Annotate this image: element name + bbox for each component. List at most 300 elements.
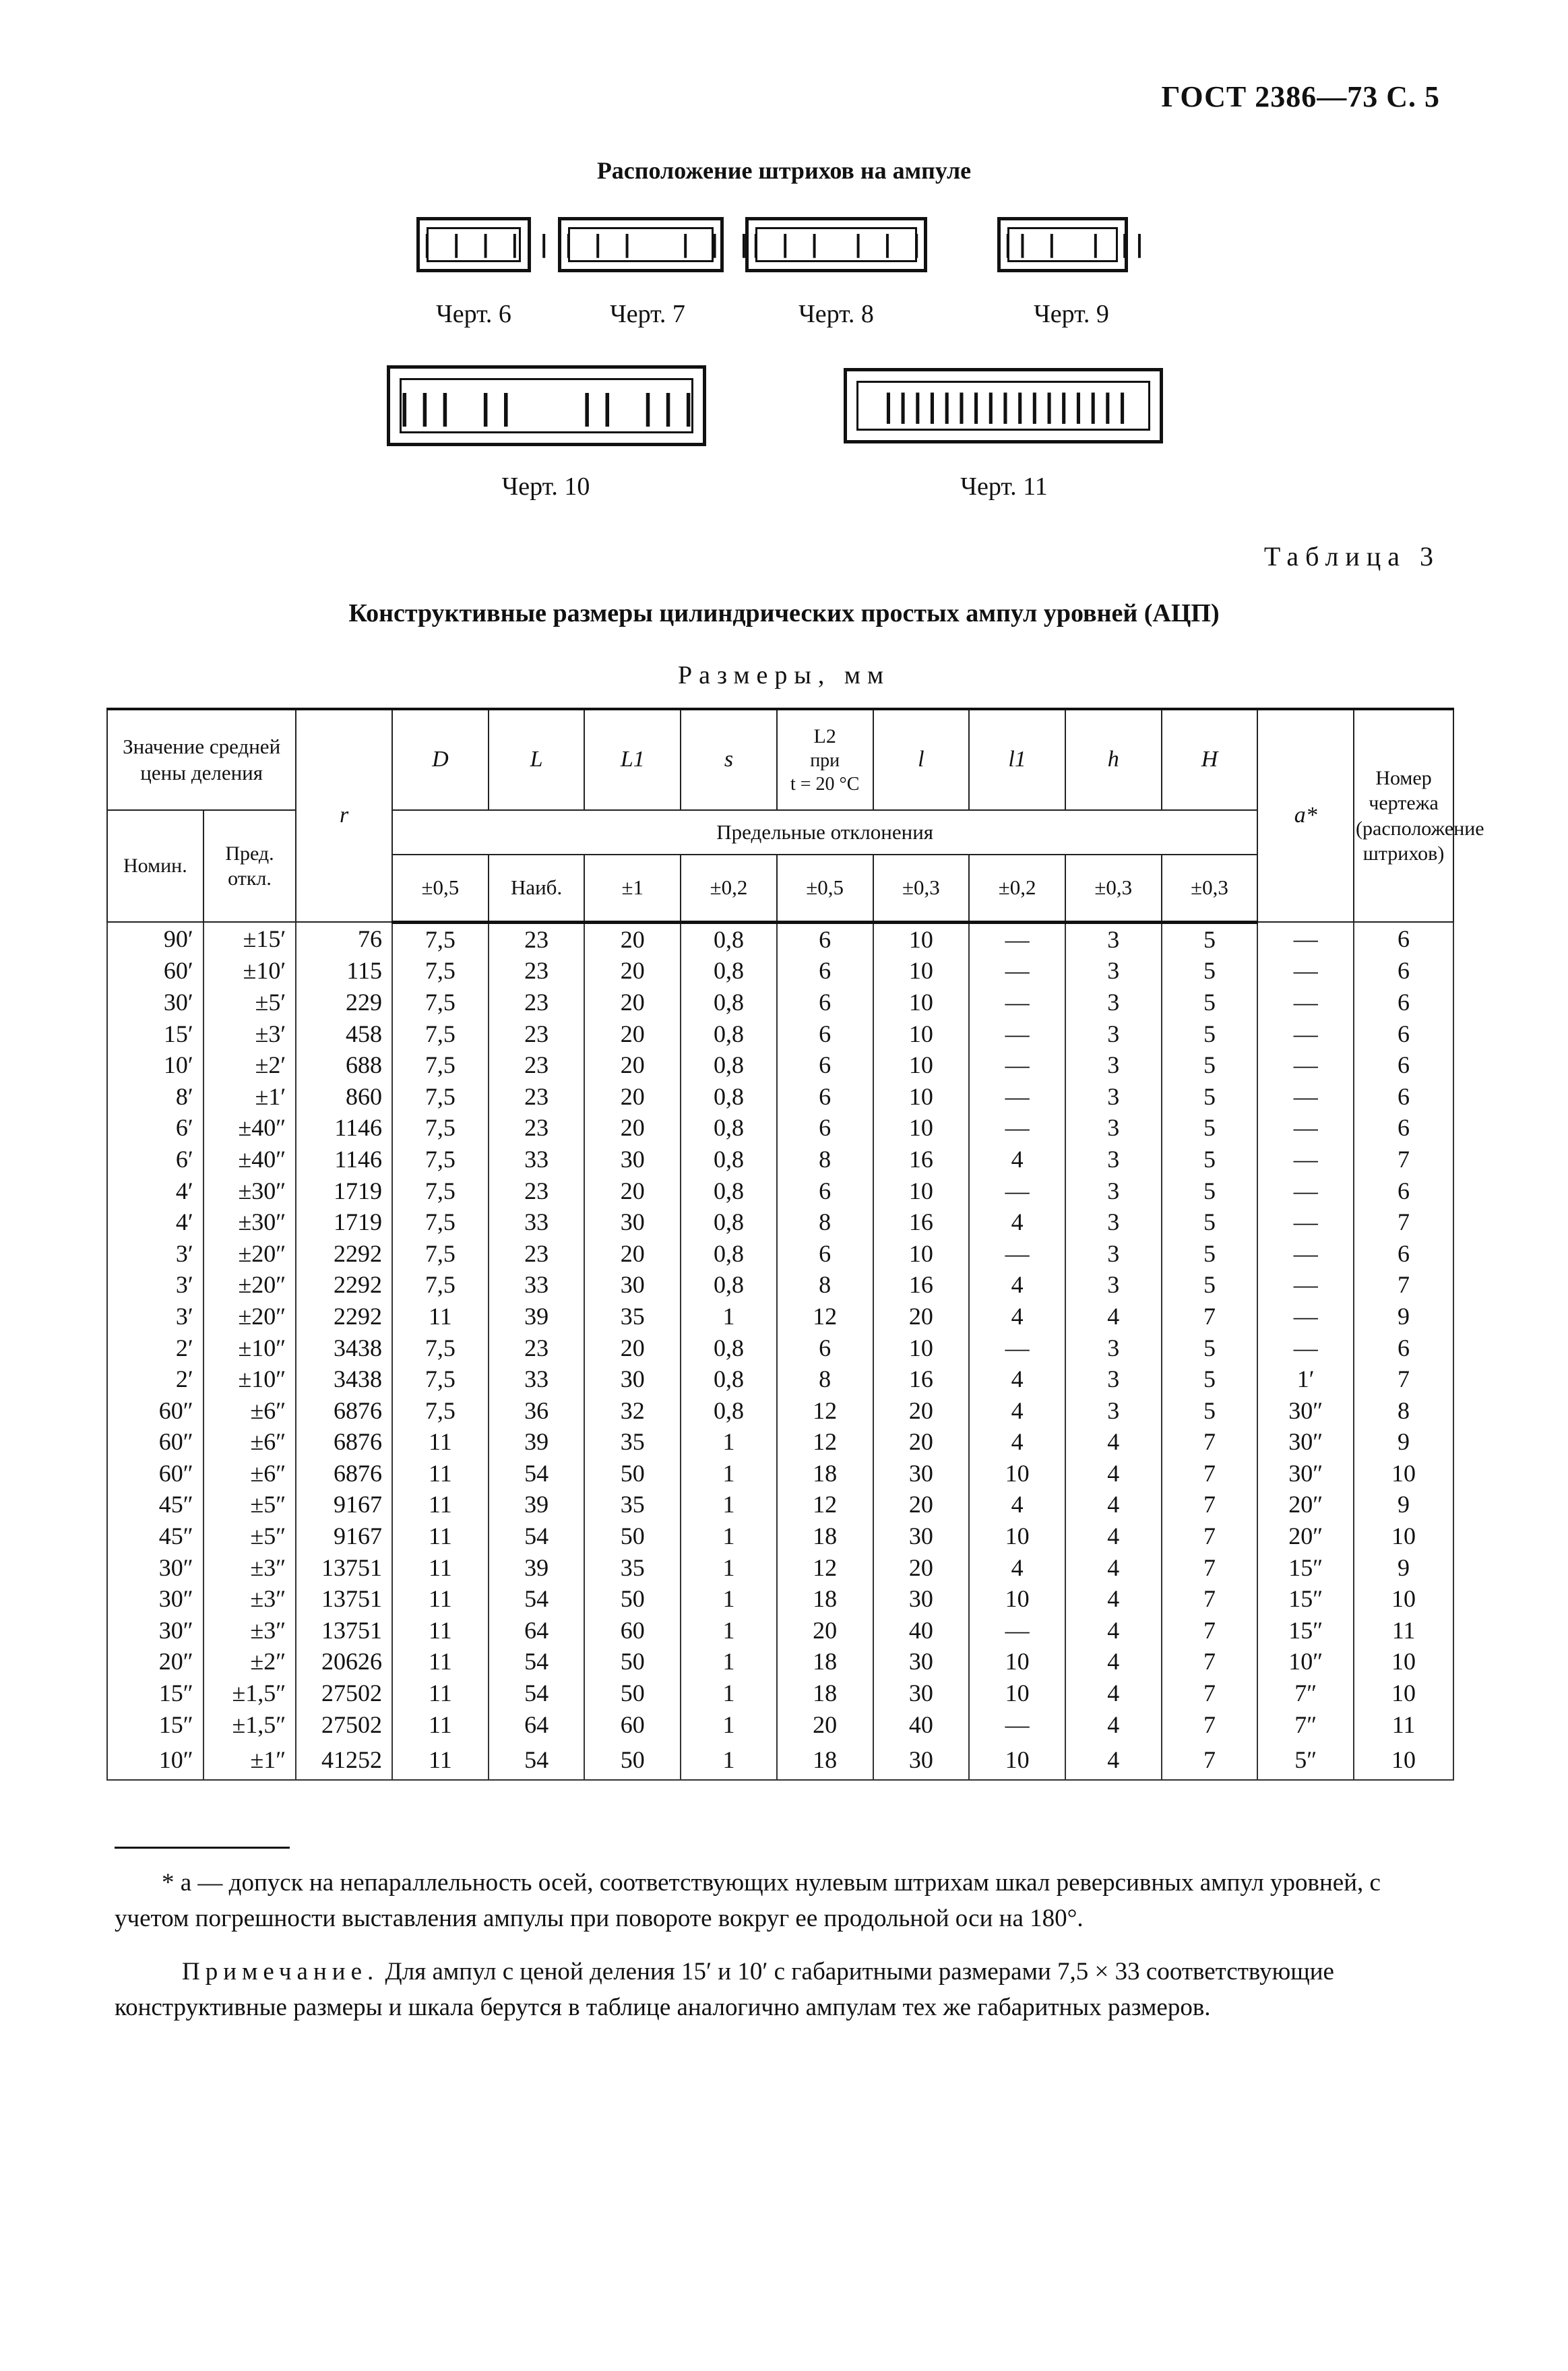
table-cell: 0,8 <box>681 1206 777 1238</box>
table-cell: ±15′ <box>203 922 296 955</box>
table-row <box>107 1112 1453 1144</box>
table-cell: 7″ <box>1257 1677 1354 1709</box>
table-row <box>107 1426 1453 1458</box>
table-cell: 11 <box>392 1426 489 1458</box>
footnote: * a — допуск на непараллельность осей, соответствующих нулевым штрихам шкал реверсивных ампул уровней, с учетом погрешности выставления ампулы при повороте вокруг ее продольной оси на 180°. <box>115 1869 1381 1932</box>
table-cell: 20 <box>584 1237 681 1269</box>
table-cell: 23 <box>489 922 585 955</box>
table-cell: 7 <box>1354 1363 1453 1395</box>
table-cell: 1 <box>681 1708 777 1740</box>
table-cell: 6876 <box>296 1394 392 1426</box>
table-cell: 11 <box>1354 1708 1453 1740</box>
table-cell: 18 <box>777 1583 873 1615</box>
table-cell: 50 <box>584 1458 681 1489</box>
table-cell: — <box>1257 1237 1354 1269</box>
tick-marks: || | | || <box>1001 230 1147 258</box>
header-L2-symbol: L2 <box>813 725 836 747</box>
table-cell: 23 <box>489 1112 585 1144</box>
table-cell: ±3″ <box>203 1583 296 1615</box>
table-cell: 7,5 <box>392 1144 489 1175</box>
tick-marks: ||| || || ||| <box>394 388 699 427</box>
table-cell: — <box>969 922 1065 955</box>
table-cell: 7 <box>1162 1489 1258 1520</box>
table-cell: — <box>1257 1049 1354 1081</box>
table-cell: 3 <box>1065 1206 1162 1238</box>
limit-L1: ±1 <box>584 855 681 922</box>
table-cell: 23 <box>489 1237 585 1269</box>
table-cell: 5 <box>1162 1206 1258 1238</box>
table-cell: 0,8 <box>681 1018 777 1049</box>
table-cell: ±30″ <box>203 1175 296 1206</box>
table-cell: 0,8 <box>681 955 777 987</box>
table-cell: 45″ <box>107 1489 203 1520</box>
table-row <box>107 1489 1453 1520</box>
ampoule-drawing-11 <box>844 368 1163 443</box>
table-cell: 60″ <box>107 1394 203 1426</box>
table-row <box>107 922 1453 955</box>
table-cell: 5 <box>1162 1269 1258 1301</box>
table-cell: 7 <box>1162 1615 1258 1646</box>
table-cell: 7,5 <box>392 1080 489 1112</box>
table-cell: 229 <box>296 987 392 1018</box>
table-cell: 7 <box>1162 1301 1258 1332</box>
table-cell: 10 <box>969 1646 1065 1677</box>
table-cell: 6 <box>777 987 873 1018</box>
limit-l1: ±0,2 <box>969 855 1065 922</box>
table-cell: 6876 <box>296 1426 392 1458</box>
table-cell: — <box>1257 1175 1354 1206</box>
limit-H: ±0,3 <box>1162 855 1258 922</box>
table-cell: 18 <box>777 1520 873 1552</box>
table-row <box>107 1269 1453 1301</box>
table-cell: 15″ <box>1257 1551 1354 1583</box>
table-cell: 7 <box>1162 1551 1258 1583</box>
table-cell: 5 <box>1162 1049 1258 1081</box>
table-cell: 6 <box>1354 987 1453 1018</box>
table-cell: 860 <box>296 1080 392 1112</box>
table-cell: 1 <box>681 1458 777 1489</box>
table-cell: 10 <box>1354 1740 1453 1780</box>
table-cell: 11 <box>392 1615 489 1646</box>
table-cell: — <box>1257 1301 1354 1332</box>
drawing-caption: Черт. 6 <box>436 300 511 328</box>
header-l1: l1 <box>969 709 1065 810</box>
table-cell: 20 <box>873 1426 970 1458</box>
table-cell: — <box>1257 987 1354 1018</box>
table-cell: 9 <box>1354 1426 1453 1458</box>
table-cell: 4 <box>1065 1301 1162 1332</box>
table-cell: 7,5 <box>392 1206 489 1238</box>
table-cell: 10 <box>1354 1520 1453 1552</box>
table-cell: — <box>1257 1206 1354 1238</box>
table-cell: 50 <box>584 1677 681 1709</box>
page-header: ГОСТ 2386—73 С. 5 <box>1161 80 1440 113</box>
table-cell: 4 <box>1065 1646 1162 1677</box>
table-cell: 4 <box>1065 1708 1162 1740</box>
table-cell: 30 <box>873 1646 970 1677</box>
table-row <box>107 1394 1453 1426</box>
table-cell: 20 <box>584 1080 681 1112</box>
table-cell: 5 <box>1162 1332 1258 1363</box>
table-cell: 4 <box>1065 1551 1162 1583</box>
table-cell: 10 <box>969 1677 1065 1709</box>
table-cell: — <box>969 1332 1065 1363</box>
drawing-caption: Черт. 8 <box>798 300 874 328</box>
table-cell: 7,5 <box>392 1018 489 1049</box>
table-cell: — <box>1257 1269 1354 1301</box>
table-cell: 50 <box>584 1520 681 1552</box>
table-cell: 6′ <box>107 1144 203 1175</box>
table-cell: 10 <box>873 1237 970 1269</box>
table-cell: 3′ <box>107 1269 203 1301</box>
table-cell: 9 <box>1354 1551 1453 1583</box>
table-cell: 1 <box>681 1520 777 1552</box>
table-cell: 60 <box>584 1615 681 1646</box>
table-cell: 1 <box>681 1301 777 1332</box>
table-cell: 6 <box>777 1018 873 1049</box>
table-cell: 32 <box>584 1394 681 1426</box>
ampoule-drawing-10 <box>387 365 706 446</box>
table-cell: 39 <box>489 1301 585 1332</box>
table-row <box>107 1144 1453 1175</box>
table-cell: 10 <box>873 1175 970 1206</box>
table-cell: 20 <box>873 1301 970 1332</box>
note-label: Примечание. <box>182 1958 379 1985</box>
table-cell: 0,8 <box>681 1144 777 1175</box>
table-cell: 3 <box>1065 987 1162 1018</box>
table-cell: 5 <box>1162 1363 1258 1395</box>
table-cell: 18 <box>777 1646 873 1677</box>
table-cell: 10 <box>969 1458 1065 1489</box>
header-h: h <box>1065 709 1162 810</box>
header-D: D <box>392 709 489 810</box>
table-cell: 5 <box>1162 1237 1258 1269</box>
table-cell: 2292 <box>296 1269 392 1301</box>
table-cell: 35 <box>584 1301 681 1332</box>
table-cell: 1′ <box>1257 1363 1354 1395</box>
table-cell: 0,8 <box>681 922 777 955</box>
table-cell: 23 <box>489 1018 585 1049</box>
table-cell: 7 <box>1354 1206 1453 1238</box>
table-cell: 6 <box>777 1080 873 1112</box>
table-cell: 5 <box>1162 1394 1258 1426</box>
table-cell: 7 <box>1162 1520 1258 1552</box>
table-cell: 11 <box>392 1583 489 1615</box>
table-cell: ±6″ <box>203 1426 296 1458</box>
table-cell: 54 <box>489 1677 585 1709</box>
table-cell: 7,5 <box>392 1394 489 1426</box>
table-cell: 7 <box>1162 1426 1258 1458</box>
table-cell: 7,5 <box>392 1112 489 1144</box>
table-cell: 7 <box>1162 1458 1258 1489</box>
table-cell: 20 <box>584 1049 681 1081</box>
table-cell: 7,5 <box>392 1049 489 1081</box>
table-cell: — <box>969 1615 1065 1646</box>
table-cell: 8 <box>1354 1394 1453 1426</box>
table-cell: 23 <box>489 1175 585 1206</box>
dimensions-table <box>106 708 1484 1781</box>
table-cell: 6 <box>777 1237 873 1269</box>
table-cell: 11 <box>392 1458 489 1489</box>
table-cell: 11 <box>392 1677 489 1709</box>
drawing-caption: Черт. 7 <box>610 300 685 328</box>
table-cell: 20 <box>873 1489 970 1520</box>
table-cell: ±20″ <box>203 1269 296 1301</box>
table-cell: 1 <box>681 1646 777 1677</box>
table-cell: 6 <box>777 1332 873 1363</box>
table-cell: 10 <box>969 1583 1065 1615</box>
table-cell: 7,5 <box>392 1237 489 1269</box>
table-cell: 33 <box>489 1363 585 1395</box>
table-cell: ±10″ <box>203 1332 296 1363</box>
table-cell: 10 <box>873 1112 970 1144</box>
table-cell: 20 <box>584 1175 681 1206</box>
table-cell: 2′ <box>107 1363 203 1395</box>
table-cell: 11 <box>392 1708 489 1740</box>
table-cell: 10 <box>873 1332 970 1363</box>
table-cell: 30 <box>584 1206 681 1238</box>
table-cell: 20 <box>584 955 681 987</box>
table-cell: 6 <box>777 922 873 955</box>
table-cell: 688 <box>296 1049 392 1081</box>
table-cell: 0,8 <box>681 1269 777 1301</box>
table-cell: 4 <box>969 1394 1065 1426</box>
table-cell: 16 <box>873 1144 970 1175</box>
table-cell: 50 <box>584 1646 681 1677</box>
table-cell: 10 <box>873 955 970 987</box>
table-cell: 5 <box>1162 955 1258 987</box>
table-row <box>107 1049 1453 1081</box>
table-cell: 5 <box>1162 1080 1258 1112</box>
table-cell: 9167 <box>296 1489 392 1520</box>
table-cell: ±3′ <box>203 1018 296 1049</box>
table-cell: 13751 <box>296 1583 392 1615</box>
table-cell: 16 <box>873 1363 970 1395</box>
table-cell: 16 <box>873 1269 970 1301</box>
table-cell: 30″ <box>1257 1394 1354 1426</box>
table-cell: ±5′ <box>203 987 296 1018</box>
table-cell: 7,5 <box>392 955 489 987</box>
table-cell: 1719 <box>296 1175 392 1206</box>
table-cell: 8 <box>777 1206 873 1238</box>
table-cell: 12 <box>777 1394 873 1426</box>
table-cell: 30″ <box>1257 1426 1354 1458</box>
table-cell: 6 <box>777 1112 873 1144</box>
note-text: Для ампул с ценой деления 15′ и 10′ с габаритными размерами 7,5 × 33 соответствующие конструктивные размеры и шкала берутся в таблице аналогично ампулам тех же габаритных размеров. <box>115 1958 1334 2021</box>
table-cell: 4 <box>969 1426 1065 1458</box>
table-cell: 30 <box>873 1520 970 1552</box>
table-cell: 20 <box>873 1394 970 1426</box>
table-cell: 6876 <box>296 1458 392 1489</box>
table-cell: 5 <box>1162 987 1258 1018</box>
table-cell: 20 <box>584 1112 681 1144</box>
table-cell: ±10′ <box>203 955 296 987</box>
table-cell: 4 <box>969 1551 1065 1583</box>
table-cell: ±6″ <box>203 1394 296 1426</box>
header-L: L <box>489 709 585 810</box>
table-cell: 54 <box>489 1520 585 1552</box>
table-cell: 6 <box>1354 955 1453 987</box>
table-cell: — <box>969 1175 1065 1206</box>
table-cell: 1 <box>681 1740 777 1780</box>
table-row <box>107 1363 1453 1395</box>
table-cell: 0,8 <box>681 1363 777 1395</box>
table-row <box>107 1237 1453 1269</box>
table-cell: 23 <box>489 987 585 1018</box>
table-cell: 54 <box>489 1740 585 1780</box>
table-cell: 3 <box>1065 1363 1162 1395</box>
table-cell: 1 <box>681 1551 777 1583</box>
table-row <box>107 1458 1453 1489</box>
table-cell: 30 <box>584 1269 681 1301</box>
table-cell: 40 <box>873 1708 970 1740</box>
table-cell: 50 <box>584 1583 681 1615</box>
table-cell: 23 <box>489 1049 585 1081</box>
table-cell: 4 <box>969 1269 1065 1301</box>
table-cell: 30″ <box>107 1583 203 1615</box>
table-cell: 6 <box>1354 1175 1453 1206</box>
table-cell: 30 <box>873 1740 970 1780</box>
header-L2-word: при <box>810 750 840 772</box>
table-cell: 5″ <box>1257 1740 1354 1780</box>
table-cell: 35 <box>584 1551 681 1583</box>
table-cell: 54 <box>489 1458 585 1489</box>
table-row <box>107 1740 1453 1780</box>
table-cell: 10 <box>873 987 970 1018</box>
table-cell: — <box>969 1049 1065 1081</box>
table-cell: 30″ <box>107 1615 203 1646</box>
table-cell: 1719 <box>296 1206 392 1238</box>
table-row <box>107 1080 1453 1112</box>
table-row <box>107 1301 1453 1332</box>
table-cell: ±6″ <box>203 1458 296 1489</box>
table-cell: 1146 <box>296 1144 392 1175</box>
table-row <box>107 1646 1453 1677</box>
table-cell: 7 <box>1162 1740 1258 1780</box>
table-cell: — <box>1257 955 1354 987</box>
table-cell: 20626 <box>296 1646 392 1677</box>
table-cell: 3 <box>1065 1237 1162 1269</box>
table-cell: 30″ <box>107 1551 203 1583</box>
table-cell: 6 <box>1354 1332 1453 1363</box>
tick-marks: | | | | | <box>420 230 552 258</box>
table-cell: 41252 <box>296 1740 392 1780</box>
table-cell: 3 <box>1065 955 1162 987</box>
table-cell: 15″ <box>107 1708 203 1740</box>
table-row <box>107 1018 1453 1049</box>
table-cell: 18 <box>777 1458 873 1489</box>
table-cell: 6 <box>1354 922 1453 955</box>
table-cell: 18 <box>777 1740 873 1780</box>
table-cell: 0,8 <box>681 1049 777 1081</box>
table-cell: 20 <box>584 1018 681 1049</box>
table-cell: 20 <box>777 1708 873 1740</box>
table-cell: ±2′ <box>203 1049 296 1081</box>
table-cell: 3 <box>1065 922 1162 955</box>
table-cell: 6 <box>1354 1080 1453 1112</box>
table-row <box>107 1615 1453 1646</box>
table-cell: 8′ <box>107 1080 203 1112</box>
ampoule-drawing-9 <box>997 217 1147 272</box>
table-cell: ±1,5″ <box>203 1708 296 1740</box>
limit-h: ±0,3 <box>1065 855 1162 922</box>
table-cell: — <box>969 1237 1065 1269</box>
table-cell: 27502 <box>296 1708 392 1740</box>
table-cell: ±3″ <box>203 1551 296 1583</box>
table-cell: 10 <box>873 922 970 955</box>
table-cell: 4 <box>1065 1583 1162 1615</box>
ampoule-drawing-6 <box>416 217 552 272</box>
table-cell: ±20″ <box>203 1301 296 1332</box>
table-cell: 458 <box>296 1018 392 1049</box>
table-cell: 1 <box>681 1426 777 1458</box>
table-cell: — <box>1257 1332 1354 1363</box>
table-row <box>107 1677 1453 1709</box>
table-cell: 27502 <box>296 1677 392 1709</box>
ampoule-drawing-8 <box>745 217 927 272</box>
table-cell: 12 <box>777 1551 873 1583</box>
table-cell: ±1″ <box>203 1740 296 1780</box>
table-cell: 3′ <box>107 1237 203 1269</box>
table-cell: 6 <box>1354 1049 1453 1081</box>
table-cell: 7″ <box>1257 1708 1354 1740</box>
table-cell: 10 <box>873 1080 970 1112</box>
table-cell: 35 <box>584 1426 681 1458</box>
table-cell: 64 <box>489 1615 585 1646</box>
table-cell: 3438 <box>296 1363 392 1395</box>
table-cell: 4 <box>1065 1677 1162 1709</box>
header-nominal: Номин. <box>107 810 203 922</box>
table-cell: 18 <box>777 1677 873 1709</box>
table-row <box>107 1175 1453 1206</box>
table-cell: 20″ <box>1257 1520 1354 1552</box>
table-cell: 1 <box>681 1489 777 1520</box>
table-cell: 7,5 <box>392 922 489 955</box>
table-row <box>107 1332 1453 1363</box>
table-cell: 30 <box>873 1458 970 1489</box>
table-cell: 7,5 <box>392 1332 489 1363</box>
table-cell: 13751 <box>296 1615 392 1646</box>
table-cell: ±40″ <box>203 1144 296 1175</box>
table-cell: 3438 <box>296 1332 392 1363</box>
table-cell: — <box>969 1708 1065 1740</box>
table-cell: 20 <box>584 922 681 955</box>
table-cell: 6 <box>1354 1237 1453 1269</box>
table-cell: 3′ <box>107 1301 203 1332</box>
table-cell: 30″ <box>1257 1458 1354 1489</box>
table-cell: 12 <box>777 1301 873 1332</box>
table-cell: 5 <box>1162 1144 1258 1175</box>
header-r: r <box>296 709 392 922</box>
table-cell: 45″ <box>107 1520 203 1552</box>
limit-l: ±0,3 <box>873 855 970 922</box>
header-H: H <box>1162 709 1258 810</box>
header-l: l <box>873 709 970 810</box>
table-cell: 60 <box>584 1708 681 1740</box>
table-cell: 39 <box>489 1426 585 1458</box>
table-cell: 11 <box>392 1301 489 1332</box>
table-cell: 5 <box>1162 1175 1258 1206</box>
table-cell: 9 <box>1354 1489 1453 1520</box>
table-cell: 33 <box>489 1269 585 1301</box>
table-row <box>107 1583 1453 1615</box>
table-cell: 9 <box>1354 1301 1453 1332</box>
table-cell: ±30″ <box>203 1206 296 1238</box>
table-cell: 11 <box>392 1520 489 1552</box>
table-cell: 9167 <box>296 1520 392 1552</box>
table-cell: 6 <box>777 955 873 987</box>
table-cell: 4 <box>969 1489 1065 1520</box>
